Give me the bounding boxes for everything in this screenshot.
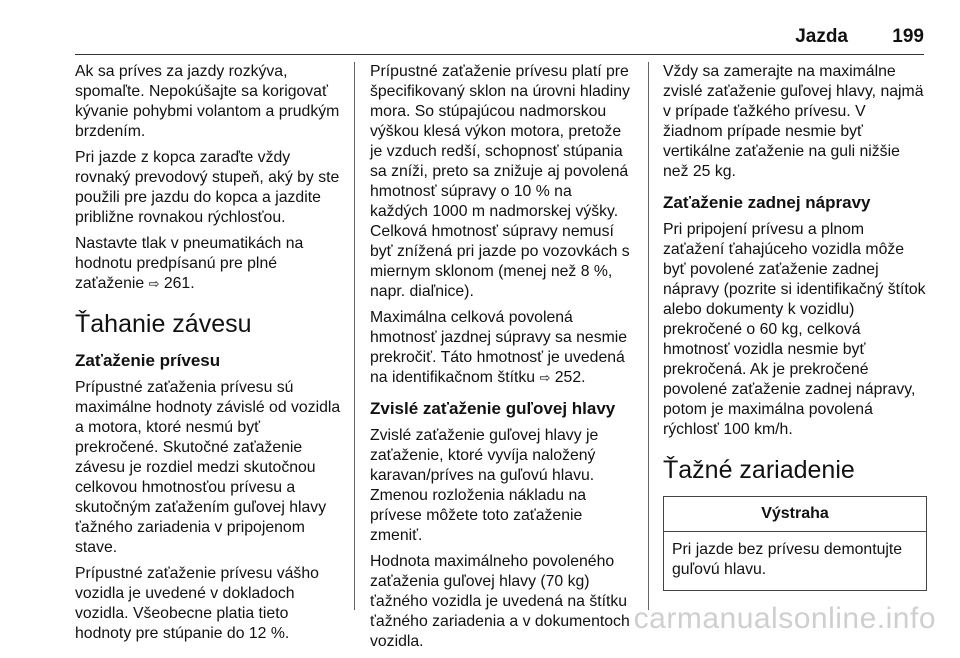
section-title: Jazda [795, 26, 848, 47]
page-number: 199 [892, 26, 924, 47]
paragraph [75, 234, 347, 294]
subsection-heading: Zaťaženie prívesu [75, 351, 221, 370]
warning-box [663, 496, 927, 591]
page-reference-arrow-icon: ⇨ [148, 276, 160, 291]
paragraph: Vždy sa zamerajte na maximálne zvislé zaťaženie guľovej hlavy, najmä v prípade ťažkého prívesu. V žiadnom prípade nesmie byť vertikálne zaťaženie na guli nižšie než 25 kg. [663, 63, 924, 180]
paragraph-text: Maximálna celková povolená hmotnosť jazdnej súpravy sa nesmie prekročiť. Táto hmotnosť je uvedená na identifikačnom štítku [370, 309, 628, 386]
paragraph [370, 308, 634, 388]
column-3 [663, 62, 927, 591]
paragraph: Hodnota maximálneho povoleného zaťaženia guľovej hlavy (70 kg) ťažného vozidla je uvedená na štítku ťažného zariadenia a v dokumentoch vozidla. [370, 553, 630, 650]
section-heading: Ťahanie závesu [75, 310, 252, 338]
watermark: carmanualsonline.info [633, 602, 936, 635]
paragraph: Prípustné zaťaženie prívesu vášho vozidla je uvedené v dokladoch vozidla. Všeobecne platia tieto hodnoty pre stúpanie do 12 %. [75, 565, 319, 642]
column-2 [370, 62, 634, 658]
paragraph: Ak sa príves za jazdy rozkýva, spomaľte. Nepokúšajte sa korigovať kývanie pohybmi volantom a prudkým brzdením. [75, 63, 340, 140]
page-reference-link[interactable]: 252. [554, 369, 586, 386]
page-reference-arrow-icon: ⇨ [539, 370, 551, 385]
paragraph: Pri jazde z kopca zaraďte vždy rovnaký prevodový stupeň, aký by ste použili pre jazdu do kopca a jazdite približne rovnakou rýchlosťou. [75, 149, 340, 226]
column-divider [354, 62, 355, 610]
subsection-heading: Zvislé zaťaženie guľovej hlavy [370, 399, 616, 418]
header-rule [75, 54, 924, 55]
page-reference-link[interactable]: 261. [163, 275, 195, 292]
column-1 [75, 62, 347, 650]
warning-title: Výstraha [664, 497, 926, 532]
paragraph: Zvislé zaťaženie guľovej hlavy je zaťaženie, ktoré vyvíja naložený karavan/príves na guľovú hlavu. Zmenou rozloženia nákladu na prívese môžete toto zaťaženie zmeniť. [370, 427, 599, 544]
page-header [0, 0, 960, 56]
column-divider [648, 62, 649, 610]
warning-body: Pri jazde bez prívesu demontujte guľovú hlavu. [672, 541, 903, 578]
paragraph-text: Nastavte tlak v pneumatikách na hodnotu predpísanú pre plné zaťaženie [75, 235, 304, 292]
section-heading: Ťažné zariadenie [663, 456, 855, 484]
paragraph: Prípustné zaťaženie prívesu platí pre špecifikovaný sklon na úrovni hladiny mora. So stúpajúcou nadmorskou výškou klesá výkon motora, pretože je vzduch redší, schopnosť stúpania sa zníži, preto sa znižuje aj povolená hmotnosť súpravy o 10 % na každých 1000 m nadmorskej výšky. Celková hmotnosť súpravy nemusí byť znížená pri jazde po vozovkách s miernym sklonom (menej než 8 %, napr. diaľnice). [370, 63, 630, 300]
paragraph: Pri pripojení prívesu a plnom zaťažení ťahajúceho vozidla môže byť povolené zaťaženie zadnej nápravy (pozrite si identifikačný štítok alebo dokumenty k vozidlu) prekročené o 60 kg, celková hmotnosť vozidla nesmie byť prekročená. Ak je prekročené povolené zaťaženie zadnej nápravy, potom je maximálna povolená rýchlosť 100 km/h. [663, 221, 926, 438]
paragraph: Prípustné zaťaženia prívesu sú maximálne hodnoty závislé od vozidla a motora, ktoré nesmú byť prekročené. Skutočné zaťaženie závesu je rozdiel medzi skutočnou celkovou hmotnosťou prívesu a skutočným zaťažením guľovej hlavy ťažného zariadenia v pripojenom stave. [75, 379, 341, 556]
subsection-heading: Zaťaženie zadnej nápravy [663, 193, 871, 212]
